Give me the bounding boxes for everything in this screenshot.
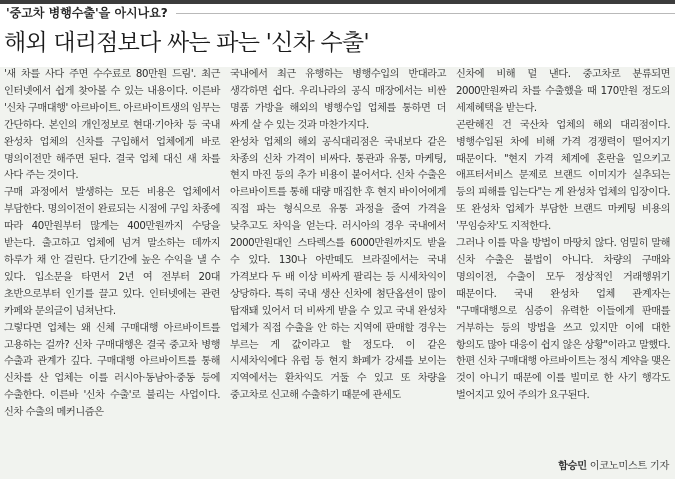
author-name: 함승민 [558,461,587,472]
headline: 해외 대리점보다 싸는 파는 '신차 수출' [4,30,369,56]
paragraph: 완성차 업체의 해외 공식대리점은 국내보다 같은 차종의 신차 가격이 비싸다. 통관과 유통, 마케팅, 현지 마진 등의 추가 비용이 붙어서다. 신차 수출은 아르바이트를 통해 대량 매집한 후 현지 바이어에게 직접 파는 형식으로 유통 과정을 줄여 가격을 낮추고도 차익을 얻는다. 러시아의 경우 국내에서 2000만원대인 스타렉스를 6000만원까지도 받을 수 있다. 130나 아반떼도 브라질에서는 국내 가격보다 두 배 이상 비싸게 팔리는 등 시세차익이 상당하다. 특히 국내 생산 신차에 첨단옵션이 많이 탑재돼 있어서 더 비싸게 받을 수 있고 국내 완성차 업체가 직접 수출을 안 하는 지역에 판매할 경우는 부르는 게 값이라고 할 정도다. 이 같은 시세차익에다 유럽 등 현지 화폐가 강세를 보이는 지역에서는 환차익도 거둘 수 있고 또 차량을 중고차로 신고해 수출하기 때문에 관세도 [230,136,446,402]
article-column-3 [456,67,670,405]
paragraph: '새 차를 사다 주면 수수료로 80만원 드림'. 최근 인터넷에서 쉽게 찾아볼 수 있는 내용이다. 이른바 '신차 구매대행' 아르바이트. 아르바이트생의 임무는 간단하다. 본인의 개인정보로 현대·기아차 등 국내 완성차 업체의 신차를 구입해서 업체에게 바로 명의이전만 해주면 된다. 결국 업체 대신 새 차를 사다 주는 것이다. [4,69,220,182]
byline [558,459,669,475]
kicker-divider [176,13,675,14]
article-column-1 [4,67,220,422]
paragraph: 곤란해진 건 국산차 업체의 해외 대리점이다. 병행수입된 차에 비해 가격 경쟁력이 떨어지기 때문이다. "현지 가격 체계에 혼란을 일으키고 애프터서비스 문제로 브랜드 이미지가 실추되는 등의 피해를 입는다"는 게 완성차 업체의 입장이다. 또 완성차 업체가 부담한 브랜드 마케팅 비용의 '무임승차'도 지적한다. [456,119,670,233]
paragraph: 국내에서 최근 유행하는 병행수입의 반대라고 생각하면 쉽다. 우리나라의 공식 매장에서는 비싼 명품 가방을 해외의 병행수입 업체를 통하면 더 싸게 살 수 있는 것과 마찬가지다. [230,69,446,131]
top-rule [0,0,675,4]
paragraph: 그러나 이를 막을 방법이 마땅치 않다. 엄밀히 말해 신차 수출은 불법이 아니다. 차량의 구매와 명의이전, 수출이 모두 정상적인 거래행위기 때문이다. 국내 완성차 업체 관계자는 "구매대행으로 심증이 유력한 이들에게 판매를 거부하는 등의 방법을 쓰고 있지만 이에 대한 항의도 많아 대응이 쉽지 않은 상황"이라고 말했다. 한편 신차 구매대행 아르바이트는 정식 계약을 맺은 것이 아니기 때문에 이를 빌미로 한 사기 행각도 벌어지고 있어 주의가 요구된다. [456,238,670,402]
author-role: 이코노미스트 기자 [589,461,669,472]
paragraph: 신차에 비해 덜 낸다. 중고차로 분류되면 2000만원짜리 차를 수출했을 때 170만원 정도의 세제혜택을 받는다. [456,69,670,114]
paragraph: 구매 과정에서 발생하는 모든 비용은 업체에서 부담한다. 명의이전이 완료되는 시점에 구입 차종에 따라 40만원부터 많게는 400만원까지 수당을 받는다. 출고하고 업체에 넘겨 말소하는 데까지 하루가 채 안 걸린다. 단기간에 높은 수익을 낼 수 있다. 입소문을 타면서 2년 여 전부터 20대 초반으로부터 인기를 끌고 있다. 인터넷에는 관련 카페와 문의글이 넘쳐난다. [4,187,220,317]
kicker-title: '중고차 병행수출'을 아시나요? [6,6,168,20]
article-column-2 [230,67,446,405]
article-body [0,67,675,479]
paragraph: 그렇다면 업체는 왜 신체 구매대행 아르바이트를 고용하는 걸까? 신차 구매대행은 결국 중고차 병행 수출과 관계가 깊다. 구매대행 아르바이트를 통해 신차를 산 업체는 이를 러시아·동남아·중동 등에 수출한다. 이른바 '신차 수출'로 불리는 사업이다. 신차 수출의 메커니즘은 [4,322,220,419]
